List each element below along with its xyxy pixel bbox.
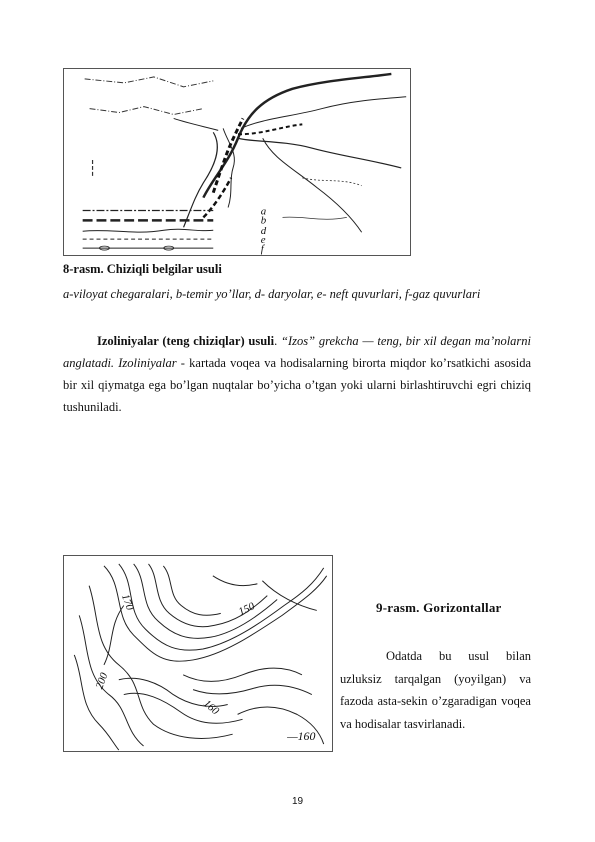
page-number: 19	[291, 796, 304, 807]
figure-8-caption: 8-rasm. Chiziqli belgilar usuli	[63, 262, 222, 276]
contour-description-text: Odatda bu usul bilan uzluksiz tarqalgan (yoyilgan) va fazoda asta-sekin o’zgaradigan voqea va hodisalar tasvirlanadi.	[340, 649, 531, 731]
contour-label-150: 150	[236, 600, 257, 619]
contour-label-200: 200	[93, 671, 111, 691]
contour-lines-drawing	[64, 556, 332, 751]
etymology-italic: “Izos” grekcha — teng, bir xil degan ma’nolarni anglatadi. Izoliniyalar	[63, 334, 532, 370]
line-symbols-map-drawing	[64, 69, 410, 255]
term-separator: .	[274, 334, 282, 348]
contour-label-160: 160	[201, 697, 222, 718]
isoline-method-paragraph	[63, 330, 531, 418]
legend-letter-b: b	[260, 214, 267, 227]
legend-letter-d: d	[260, 225, 267, 238]
figure-8-legend-text: a-viloyat chegaralari, b-temir yo’llar, d- daryolar, e- neft quvurlari, f-gaz quvurlari	[63, 287, 481, 301]
figure-line-symbols-map	[63, 68, 411, 256]
legend-letter-f: f	[260, 243, 264, 255]
contour-label-minus-160: —160	[287, 729, 316, 744]
paragraph-rest: - kartada voqea va hodisalarning birorta miqdor ko’rsatkichi asosida bir xil qiymatga ega bo’lgan nuqtalar bo’yicha o’tgan yoki ularni birlashtiruvchi egri chiziq tushuniladi.	[63, 356, 532, 414]
legend-letter-a: a	[260, 205, 267, 218]
contour-label-170: 170	[118, 592, 136, 612]
method-term: Izoliniyalar (teng chiziqlar) usuli	[97, 334, 275, 348]
legend-letter-e: e	[260, 234, 266, 247]
map-legend	[83, 210, 214, 250]
figure-contour-lines	[63, 555, 333, 752]
figure-9-caption: 9-rasm. Gorizontallar	[376, 600, 502, 615]
